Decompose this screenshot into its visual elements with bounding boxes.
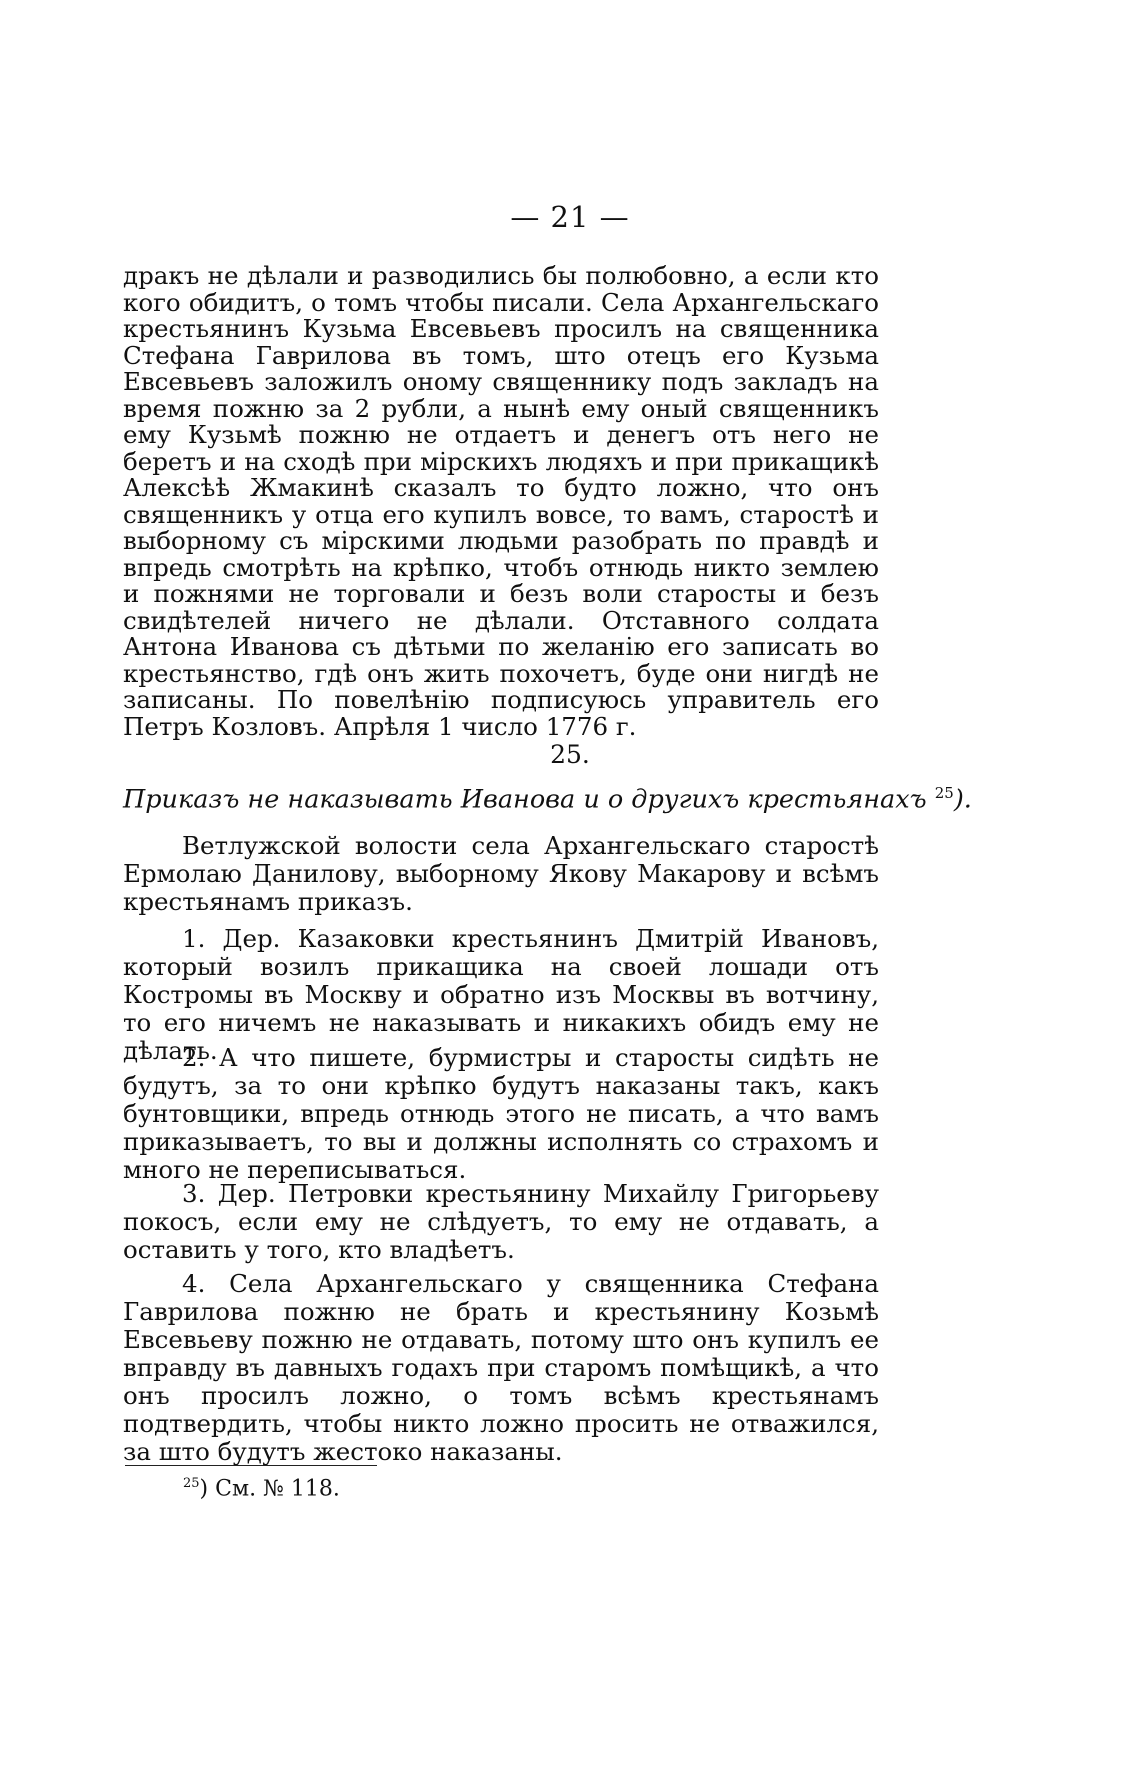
address-paragraph [123, 832, 879, 916]
item-text: 3. Дер. Петровки крестьянину Михайлу Григорьеву покосъ, если ему не слѣдуетъ, то ему не отдавать, а оставить у того, кто владѣетъ. [123, 1179, 879, 1264]
document-title [123, 778, 972, 815]
opening-paragraph [123, 263, 879, 740]
footnote [183, 1476, 340, 1501]
footnote-text: ) См. № 118. [199, 1476, 340, 1502]
address-text: Ветлужской волости села Архангельскаго старостѣ Ермолаю Данилову, выборному Якову Макарову и всѣмъ крестьянамъ приказъ. [123, 831, 879, 916]
footnote-divider [125, 1465, 377, 1466]
opening-text: дракъ не дѣлали и разводились бы полюбовно, а если кто кого обидитъ, о томъ чтобы писали. Села Архангельскаго крестьянинъ Кузьма Евсевьевъ просилъ на священника Стефана Гаврилова въ томъ, што отецъ его Кузьма Евсевьевъ заложилъ оному священнику подъ закладъ на время пожню за 2 рубли, а нынѣ ему оный священникъ ему Кузьмѣ пожню не отдаетъ и денегъ отъ него не беретъ и на сходѣ при мірскихъ людяхъ и при прикащикѣ Алексѣѣ Жмакинѣ сказалъ то будто ложно, что онъ священникъ у отца его купилъ вовсе, то вамъ, старостѣ и выборному съ мірскими людьми разобрать по правдѣ и впредь смотрѣть на крѣпко, чтобъ отнюдь никто землею и пожнями не торговали и безъ воли старосты и безъ свидѣтелей ничего не дѣлали. Отставного солдата Антона Иванова съ дѣтьми по желанію его записать во крестьянство, гдѣ онъ жить похочетъ, буде они нигдѣ не записаны. По повелѣнію подписуюсь управитель его Петръ Козловъ. Апрѣля 1 число 1776 г. [123, 261, 879, 741]
page-number: — 21 — [510, 200, 630, 234]
document-title-end: ). [953, 784, 972, 815]
item-text: 1. Дер. Казаковки крестьянинъ Дмитрій Ивановъ, который возилъ прикащика на своей лошади отъ Костромы въ Москву и обратно изъ Москвы въ вотчину, то его ничемъ не наказывать и никакихъ обидъ ему не дѣлать. [123, 924, 879, 1065]
item-paragraph-2 [123, 1044, 879, 1184]
item-paragraph-3 [123, 1180, 879, 1264]
document-number: 25. [550, 740, 590, 769]
footnote-marker: 25 [183, 1476, 200, 1491]
item-text: 4. Села Архангельскаго у священника Стефана Гаврилова пожню не брать и крестьянину Козьмѣ Евсевьеву пожню не отдавать, потому што онъ купилъ ее вправду въ давныхъ годахъ при старомъ помѣщикѣ, а что онъ просилъ ложно, о томъ всѣмъ крестьянамъ подтвердить, чтобы никто ложно просить не отважился, за што будутъ жестоко наказаны. [123, 1269, 879, 1466]
item-text: 2. А что пишете, бурмистры и старосты сидѣть не будутъ, за то они крѣпко будутъ наказаны такъ, какъ бунтовщики, впредь отнюдь этого не писать, а что вамъ приказываетъ, то вы и должны исполнять со страхомъ и много не переписываться. [123, 1043, 879, 1184]
document-title-text: Приказъ не наказывать Иванова и о другихъ крестьянахъ [123, 784, 927, 815]
footnote-reference: 25 [934, 784, 954, 802]
item-paragraph-4 [123, 1270, 879, 1466]
